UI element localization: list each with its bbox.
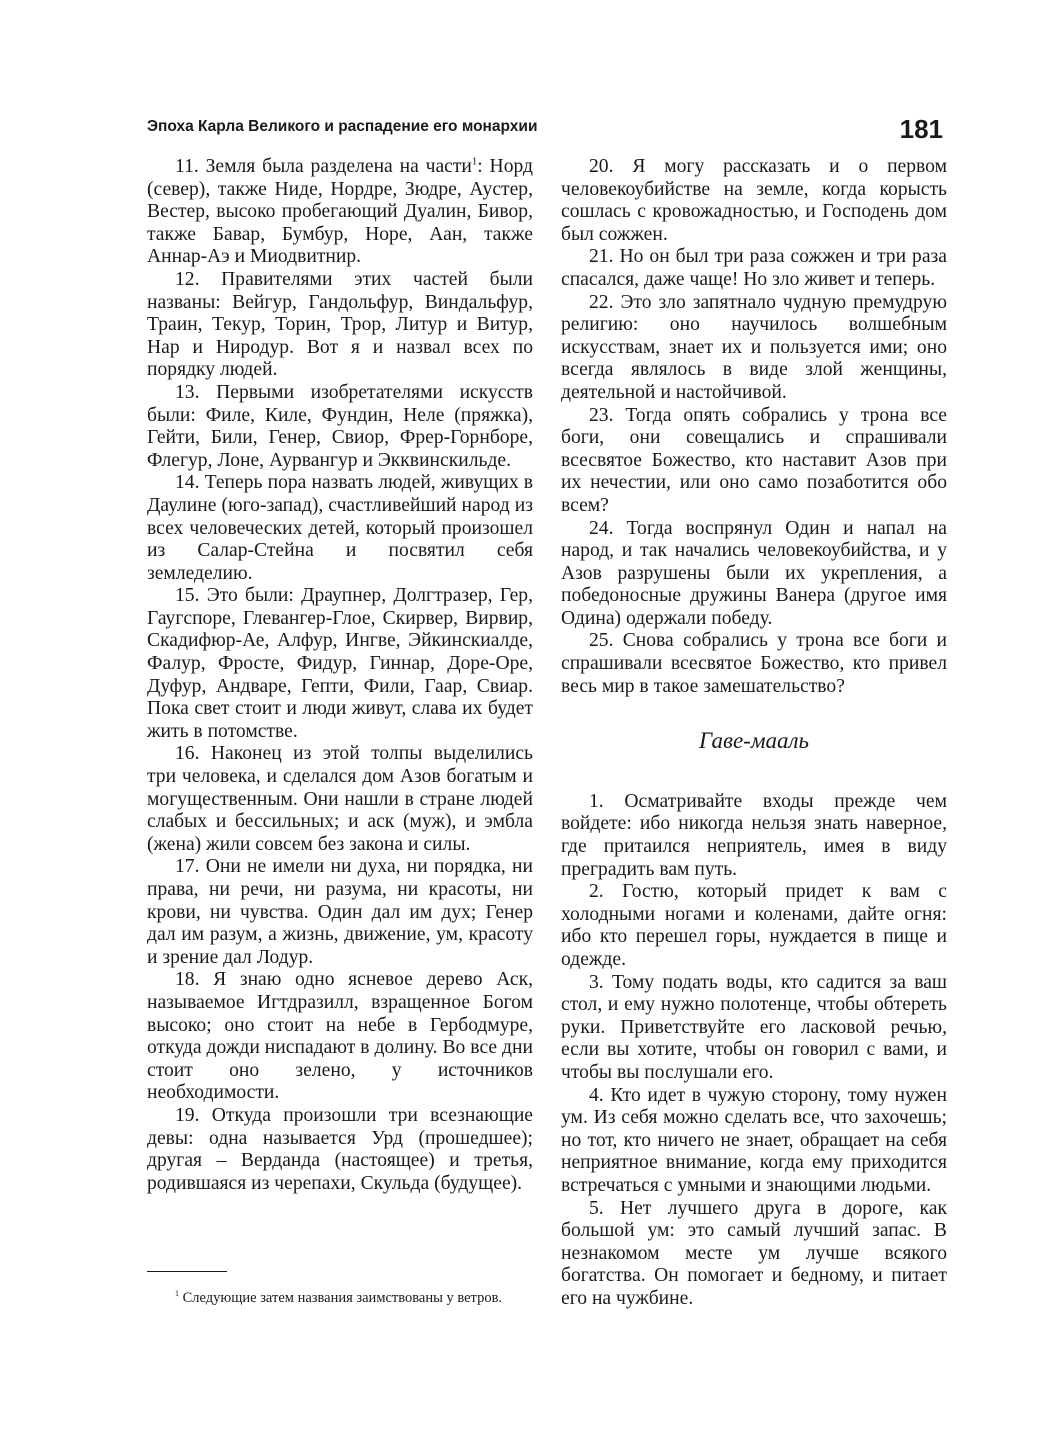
section-heading: Гаве-мааль — [698, 728, 810, 754]
paragraph-23: 23. Тогда опять собрались у трона все боги, они совещались и спрашивали всесвятое Божество, кто наставит Азов при их нечестии, или оно само позаботится обо всем? — [561, 404, 947, 516]
paragraph-20: 20. Я могу рассказать и о первом человекоубийстве на земле, когда корысть сошлась с кровожадностью, и Господень дом был сожжен. — [561, 156, 947, 245]
footnote-marker: 1 — [175, 1289, 179, 1299]
left-column — [147, 156, 533, 1195]
paragraph-25: 25. Снова собрались у трона все боги и спрашивали всесвятое Божество, кто привел весь мир в такое замешательство? — [561, 630, 947, 697]
paragraph-18: 18. Я знаю одно ясневое дерево Аск, называемое Игтдразилл, взращенное Богом высоко; оно стоит на небе в Гербодмуре, откуда дожди ниспадают в долину. Во все дни стоит оно зелено, у источников необходимости. — [147, 969, 533, 1104]
footnote-divider — [147, 1271, 227, 1272]
paragraph-13: 13. Первыми изобретателями искусств были: Филе, Киле, Фундин, Неле (пряжка), Гейти, Били, Генер, Свиор, Фрер-Горнборе, Флегур, Лоне, Аурвангур и Экквинскильде. — [147, 381, 533, 471]
right-column — [561, 156, 947, 1311]
paragraph-19: 19. Откуда произошли три всезнающие девы: одна называется Урд (прошедшее); другая – Верданда (настоящее) и третья, родившаяся из черепахи, Скульда (будущее). — [147, 1104, 533, 1194]
maxim-4: 4. Кто идет в чужую сторону, тому нужен ум. Из себя можно сделать все, что захочешь; но тот, кто ничего не знает, обращает на себя неприятное внимание, когда ему приходится встречаться с умными и знающими людьми. — [561, 1084, 947, 1196]
paragraph-17: 17. Они не имели ни духа, ни порядка, ни права, ни речи, ни разума, ни красоты, ни крови, ни чувства. Один дал им дух; Генер дал им разум, а жизнь, движение, ум, красоту и зрение дал Лодур. — [147, 856, 533, 968]
paragraph-11-rest: : Норд (север), также Ниде, Нордре, Зюдре, Аустер, Вестер, высоко пробегающий Дуалин, Бивор, также Бавар, Бумбур, Норе, Аан, также Аннар-Аэ и Миодвитнир. — [147, 156, 534, 268]
paragraph-11 — [147, 156, 533, 269]
paragraph-22: 22. Это зло запятнало чудную премудрую религию: оно научилось волшебным искусствам, знает их и пользуется ими; оно всегда являлось в виде злой женщины, деятельной и настойчивой. — [561, 291, 947, 403]
page-number: 181 — [899, 114, 943, 144]
paragraph-21: 21. Но он был три раза сожжен и три раза спасался, даже чаще! Но зло живет и теперь. — [561, 246, 947, 290]
running-header — [147, 114, 943, 150]
paragraph-15: 15. Это были: Драупнер, Долгтразер, Гер, Гаугспоре, Глевангер-Глое, Скирвер, Вирвир, Скадифюр-Ае, Алфур, Ингве, Эйкинскиалде, Фалур, Фросте, Фидур, Гиннар, Доре-Оре, Дуфур, Андваре, Гепти, Фили, Гаар, Свиар. Пока свет стоит и люди живут, слава их будет жить в потомстве. — [147, 585, 533, 742]
paragraph-24: 24. Тогда воспрянул Один и напал на народ, и так начались человекоубийства, и у Азов разрушены были их укрепления, а победоносные дружины Ванера (другое имя Одина) одержали победу. — [561, 517, 947, 629]
footnote-ref: 1 — [471, 155, 478, 168]
paragraph-11-text: 11. Земля была разделена на части — [175, 156, 472, 177]
maxim-5: 5. Нет лучшего друга в дороге, как большой ум: это самый лучший запас. В незнакомом месте ум лучше всякого богатства. Он помогает и бедному, и питает его на чужбине. — [561, 1197, 947, 1309]
maxim-1: 1. Осматривайте входы прежде чем войдете: ибо никогда нельзя знать наверное, где притаился неприятель, имея в виду преградить вам путь. — [561, 790, 947, 880]
footnote-text: Следующие затем названия заимствованы у ветров. — [178, 1290, 503, 1306]
maxim-3: 3. Тому подать воды, кто садится за ваш стол, и ему нужно полотенце, чтобы обтереть руки. Приветствуйте его ласковой речью, если вы хотите, чтобы он говорил с вами, и чтобы вы послушали его. — [561, 971, 947, 1083]
paragraph-14: 14. Теперь пора назвать людей, живущих в Даулине (юго-запад), счастливейший народ из всех человеческих детей, который произошел из Салар-Стейна и посвятил себя земледелию. — [147, 472, 533, 584]
maxim-2: 2. Гостю, который придет к вам с холодными ногами и коленами, дайте огня: ибо кто перешел горы, нуждается в пище и одежде. — [561, 881, 947, 970]
paragraph-16: 16. Наконец из этой толпы выделились три человека, и сделался дом Азов богатым и могущественным. Они нашли в стране людей слабых и бессильных; и аск (муж), и эмбла (жена) жили совсем без закона и силы. — [147, 743, 533, 855]
footnote — [147, 1288, 533, 1308]
running-title: Эпоха Карла Великого и распадение его монархии — [147, 118, 538, 135]
paragraph-12: 12. Правителями этих частей были названы: Вейгур, Гандольфур, Виндальфур, Траин, Текур, Торин, Трор, Литур и Витур, Нар и Ниродур. Вот я и назвал всех по порядку людей. — [147, 268, 533, 381]
